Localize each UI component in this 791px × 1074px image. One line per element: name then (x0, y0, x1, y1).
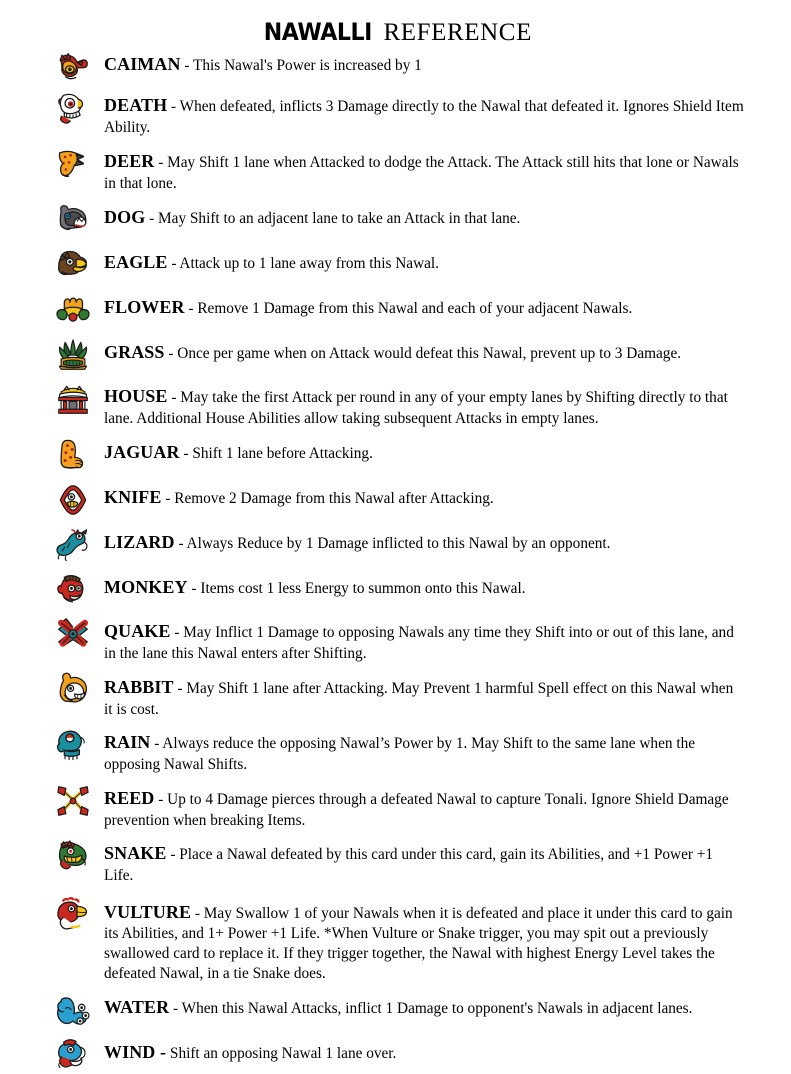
ability-description: - Remove 2 Damage from this Nawal after Attacking. (161, 490, 494, 507)
wind-head-glyph-icon (54, 1036, 92, 1074)
ability-name: CAIMAN (104, 54, 181, 74)
caiman-glyph-icon (54, 48, 92, 86)
ability-entry-lizard (0, 526, 773, 560)
ability-entry-water (0, 991, 773, 1025)
knife-glyph-icon (54, 481, 92, 519)
ability-description: - May take the first Attack per round in any of your empty lanes by Shifting directly to that lane. Additional House Abilities allow taking subsequent Attacks in empty lanes. (104, 389, 728, 427)
ability-text (104, 481, 494, 510)
ability-entry-rain (0, 726, 773, 775)
ability-entry-monkey (0, 571, 773, 605)
ability-description: - May Shift 1 lane when Attacked to dodge the Attack. The Attack still hits that lone or Nawals in that lone. (104, 154, 739, 192)
ability-text (104, 89, 744, 138)
ability-text (104, 436, 373, 465)
ability-text (104, 837, 744, 886)
ability-description: - May Inflict 1 Damage to opposing Nawals any time they Shift into or out of this lane, and in the lane this Nawal enters after Shifting. (104, 624, 734, 662)
ability-entry-flower (0, 291, 773, 325)
ability-text (104, 782, 744, 831)
ability-entry-reed (0, 782, 773, 831)
ability-text (104, 571, 526, 600)
ability-name: DEATH (104, 95, 168, 115)
ability-text (104, 991, 692, 1020)
ability-text (104, 291, 632, 320)
ability-name: RAIN (104, 732, 151, 752)
ability-name: FLOWER (104, 297, 185, 317)
ability-description: - Always reduce the opposing Nawal’s Power by 1. May Shift to the same lane when the opposing Nawal Shifts. (104, 735, 696, 773)
ability-description: - May Swallow 1 of your Nawals when it is defeated and place it under this card to gain its Abilities, and 1+ Power +1 Life. *When Vulture or Snake trigger, you may spit out a previously swallowed card to replace it. If they trigger together, the Nawal with highest Energy Level takes the defeated Nawal, in a tie Snake does. (104, 905, 733, 982)
ability-description: - Always Reduce by 1 Damage inflicted to this Nawal by an opponent. (174, 535, 611, 552)
ability-description: Shift an opposing Nawal 1 lane over. (166, 1045, 397, 1062)
page-title (0, 0, 791, 48)
lizard-glyph-icon (54, 526, 92, 564)
snake-head-glyph-icon (54, 837, 92, 875)
reed-arrows-glyph-icon (54, 782, 92, 820)
ability-name: QUAKE (104, 621, 171, 641)
ability-entry-dog (0, 201, 773, 235)
ability-name: GRASS (104, 342, 165, 362)
rabbit-head-glyph-icon (54, 671, 92, 709)
ability-entry-caiman (0, 48, 773, 82)
flower-glyph-icon (54, 291, 92, 329)
ability-description: - Up to 4 Damage pierces through a defeated Nawal to capture Tonali. Ignore Shield Damage prevention when breaking Items. (104, 791, 729, 829)
page-title-brand: NAWALLI (263, 18, 372, 46)
ability-name: WIND - (104, 1042, 167, 1062)
ability-entry-deer (0, 145, 773, 194)
ability-description: - Shift 1 lane before Attacking. (179, 445, 373, 462)
ability-text (104, 380, 744, 429)
ability-entry-vulture (0, 896, 773, 984)
ability-name: DEER (104, 151, 155, 171)
ability-text (104, 145, 744, 194)
ability-entry-wind (0, 1036, 773, 1070)
jaguar-paw-glyph-icon (54, 436, 92, 474)
ability-name: KNIFE (104, 487, 162, 507)
dog-head-glyph-icon (54, 201, 92, 239)
ability-name: SNAKE (104, 843, 167, 863)
eagle-head-glyph-icon (54, 246, 92, 284)
quake-cross-glyph-icon (54, 615, 92, 653)
ability-description: - When this Nawal Attacks, inflict 1 Damage to opponent's Nawals in adjacent lanes. (169, 1000, 693, 1017)
ability-name: LIZARD (104, 532, 175, 552)
ability-description: - Attack up to 1 lane away from this Nawal. (167, 255, 439, 272)
page-title-rest: REFERENCE (376, 19, 532, 46)
grass-glyph-icon (54, 336, 92, 374)
ability-description: - May Shift 1 lane after Attacking. May Prevent 1 harmful Spell effect on this Nawal when it is cost. (104, 680, 734, 718)
ability-text (104, 526, 610, 555)
ability-text (104, 336, 681, 365)
ability-entry-snake (0, 837, 773, 886)
ability-text (104, 726, 744, 775)
ability-entry-death (0, 89, 773, 138)
ability-entry-jaguar (0, 436, 773, 470)
ability-name: REED (104, 788, 155, 808)
ability-text (104, 671, 744, 720)
ability-text (104, 48, 422, 77)
monkey-head-glyph-icon (54, 571, 92, 609)
ability-text (104, 896, 744, 984)
house-temple-glyph-icon (54, 380, 92, 418)
deer-hoof-glyph-icon (54, 145, 92, 183)
ability-entry-rabbit (0, 671, 773, 720)
ability-name: HOUSE (104, 386, 168, 406)
ability-description: - When defeated, inflicts 3 Damage directly to the Nawal that defeated it. Ignores Shield Item Ability. (104, 98, 744, 136)
ability-text (104, 615, 744, 664)
nawal-ability-list (0, 48, 791, 1070)
ability-text (104, 246, 439, 275)
death-skull-glyph-icon (54, 89, 92, 127)
ability-description: - Once per game when on Attack would defeat this Nawal, prevent up to 3 Damage. (164, 345, 682, 362)
ability-name: MONKEY (104, 577, 188, 597)
ability-entry-eagle (0, 246, 773, 280)
ability-description: - Items cost 1 less Energy to summon onto this Nawal. (187, 580, 526, 597)
ability-description: - May Shift to an adjacent lane to take an Attack in that lane. (145, 210, 521, 227)
rain-glyph-icon (54, 726, 92, 764)
vulture-head-glyph-icon (54, 896, 92, 934)
ability-name: VULTURE (104, 902, 192, 922)
ability-entry-grass (0, 336, 773, 370)
ability-entry-knife (0, 481, 773, 515)
ability-entry-quake (0, 615, 773, 664)
water-splash-glyph-icon (54, 991, 92, 1029)
ability-description: - This Nawal's Power is increased by 1 (180, 57, 422, 74)
ability-name: WATER (104, 997, 170, 1017)
ability-description: - Remove 1 Damage from this Nawal and each of your adjacent Nawals. (184, 300, 633, 317)
ability-description: - Place a Nawal defeated by this card under this card, gain its Abilities, and +1 Power +1 Life. (104, 846, 714, 884)
ability-name: JAGUAR (104, 442, 180, 462)
ability-text (104, 1036, 396, 1065)
ability-name: DOG (104, 207, 146, 227)
ability-name: RABBIT (104, 677, 174, 697)
ability-text (104, 201, 520, 230)
ability-entry-house (0, 380, 773, 429)
ability-name: EAGLE (104, 252, 168, 272)
